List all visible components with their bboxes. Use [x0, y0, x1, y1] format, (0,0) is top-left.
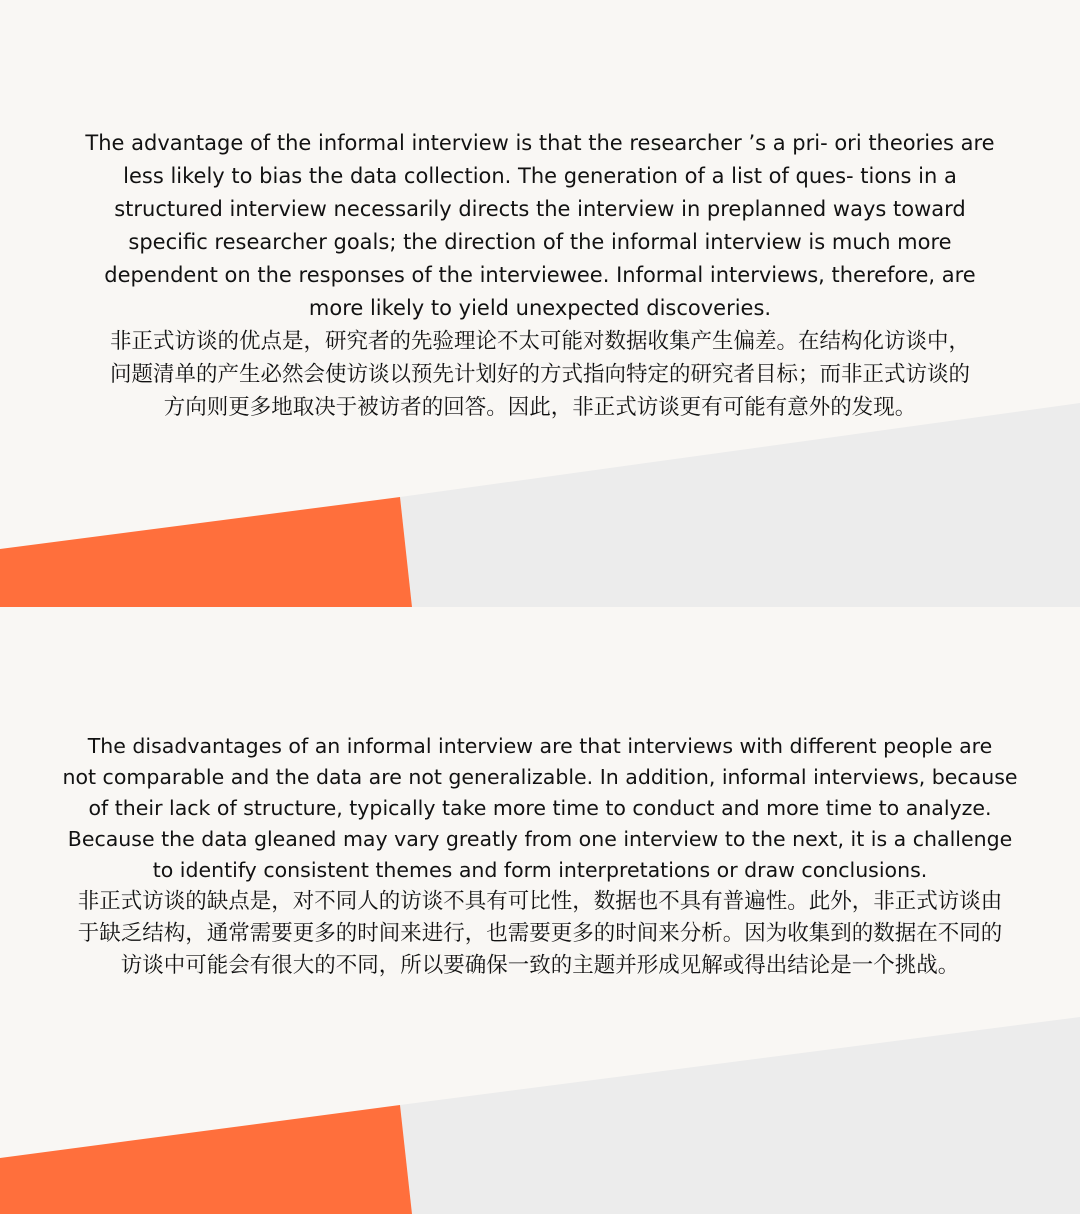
chinese-line: 非正式访谈的缺点是，对不同人的访谈不具有可比性，数据也不具有普遍性。此外，非正式访谈由: [77, 889, 1003, 914]
english-line: The advantage of the informal interview is that the researcher ’s a pri- ori theories are: [85, 131, 995, 155]
chinese-line: 于缺乏结构，通常需要更多的时间来进行，也需要更多的时间来分析。因为收集到的数据在不同的: [77, 921, 1003, 946]
english-paragraph: [30, 127, 1050, 325]
chinese-line: 问题清单的产生必然会使访谈以预先计划好的方式指向特定的研究者目标；而非正式访谈的: [109, 362, 970, 387]
gray-stripe: [400, 1017, 1080, 1214]
chinese-paragraph: [30, 886, 1050, 982]
english-line: Because the data gleaned may vary greatly from one interview to the next, it is a challenge: [67, 827, 1013, 851]
english-line: more likely to yield unexpected discoveries.: [308, 296, 772, 320]
english-line: specific researcher goals; the direction of the informal interview is much more: [128, 230, 952, 254]
text-block: [30, 731, 1050, 982]
english-line: not comparable and the data are not generalizable. In addition, informal interviews, because: [62, 765, 1018, 789]
english-line: to identify consistent themes and form interpretations or draw conclusions.: [152, 858, 928, 882]
english-line: less likely to bias the data collection. The generation of a list of ques- tions in a: [123, 164, 957, 188]
chinese-line: 访谈中可能会有很大的不同，所以要确保一致的主题并形成见解或得出结论是一个挑战。: [120, 953, 960, 978]
english-line: of their lack of structure, typically take more time to conduct and more time to analyze.: [88, 796, 992, 820]
orange-stripe: [0, 1105, 412, 1214]
slide-disadvantage: [0, 607, 1080, 1214]
english-line: The disadvantages of an informal interview are that interviews with different people are: [87, 734, 993, 758]
gray-stripe: [400, 403, 1080, 607]
english-line: dependent on the responses of the interviewee. Informal interviews, therefore, are: [104, 263, 976, 287]
english-line: structured interview necessarily directs the interview in preplanned ways toward: [114, 197, 966, 221]
chinese-paragraph: [30, 325, 1050, 424]
orange-stripe: [0, 497, 412, 607]
chinese-line: 方向则更多地取决于被访者的回答。因此，非正式访谈更有可能有意外的发现。: [163, 395, 917, 420]
text-block: [30, 127, 1050, 424]
english-paragraph: [30, 731, 1050, 886]
chinese-line: 非正式访谈的优点是，研究者的先验理论不太可能对数据收集产生偏差。在结构化访谈中，: [109, 329, 970, 354]
